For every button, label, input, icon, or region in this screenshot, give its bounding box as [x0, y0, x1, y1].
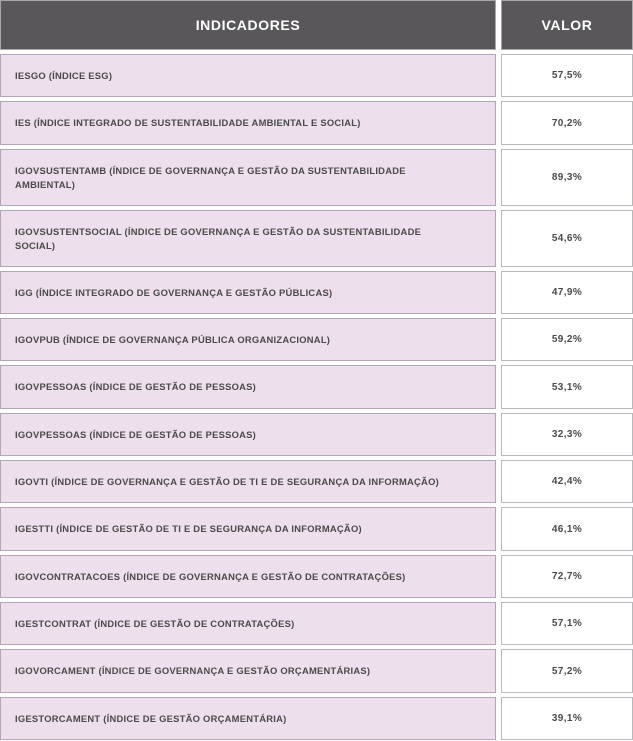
indicator-value: 89,3%	[501, 149, 633, 206]
table-row	[0, 318, 633, 361]
table-row	[0, 697, 633, 740]
indicator-value: 57,5%	[501, 54, 633, 97]
indicator-name: IGOVPESSOAS (ÍNDICE DE GESTÃO DE PESSOAS)	[0, 365, 496, 409]
indicator-value: 57,1%	[501, 602, 633, 645]
indicator-value: 39,1%	[501, 697, 633, 740]
table-row	[0, 101, 633, 145]
table-row	[0, 149, 633, 206]
indicator-value: 54,6%	[501, 210, 633, 267]
indicator-name: IGESTTI (ÍNDICE DE GESTÃO DE TI E DE SEGURANÇA DA INFORMAÇÃO)	[0, 507, 496, 551]
table-row	[0, 507, 633, 551]
indicator-value: 70,2%	[501, 101, 633, 145]
indicator-name: IGG (ÍNDICE INTEGRADO DE GOVERNANÇA E GESTÃO PÚBLICAS)	[0, 271, 496, 314]
indicator-value: 42,4%	[501, 460, 633, 503]
table-row	[0, 210, 633, 267]
indicator-name: IGOVSUSTENTAMB (ÍNDICE DE GOVERNANÇA E GESTÃO DA SUSTENTABILIDADE AMBIENTAL)	[0, 149, 496, 206]
table-row	[0, 555, 633, 598]
table-row	[0, 602, 633, 645]
indicator-name: IGOVSUSTENTSOCIAL (ÍNDICE DE GOVERNANÇA E GESTÃO DA SUSTENTABILIDADE SOCIAL)	[0, 210, 496, 267]
indicator-name: IGESTCONTRAT (ÍNDICE DE GESTÃO DE CONTRATAÇÕES)	[0, 602, 496, 645]
indicator-value: 47,9%	[501, 271, 633, 314]
indicator-name: IGOVCONTRATACOES (ÍNDICE DE GOVERNANÇA E GESTÃO DE CONTRATAÇÕES)	[0, 555, 496, 598]
table-row	[0, 365, 633, 409]
indicator-name: IES (ÍNDICE INTEGRADO DE SUSTENTABILIDADE AMBIENTAL E SOCIAL)	[0, 101, 496, 145]
indicator-value: 32,3%	[501, 413, 633, 456]
indicator-value: 46,1%	[501, 507, 633, 551]
table-row	[0, 649, 633, 693]
table-row	[0, 460, 633, 503]
indicator-name: IESGO (ÍNDICE ESG)	[0, 54, 496, 97]
indicator-name: IGESTORCAMENT (ÍNDICE DE GESTÃO ORÇAMENTÁRIA)	[0, 697, 496, 740]
header-value: VALOR	[501, 0, 633, 50]
header-indicators: INDICADORES	[0, 0, 496, 50]
indicator-name: IGOVORCAMENT (ÍNDICE DE GOVERNANÇA E GESTÃO ORÇAMENTÁRIAS)	[0, 649, 496, 693]
indicator-value: 53,1%	[501, 365, 633, 409]
indicator-value: 72,7%	[501, 555, 633, 598]
indicator-value: 59,2%	[501, 318, 633, 361]
table-header	[0, 0, 633, 50]
indicator-name: IGOVPUB (ÍNDICE DE GOVERNANÇA PÚBLICA ORGANIZACIONAL)	[0, 318, 496, 361]
indicator-name: IGOVPESSOAS (ÍNDICE DE GESTÃO DE PESSOAS)	[0, 413, 496, 456]
table-row	[0, 413, 633, 456]
indicator-value: 57,2%	[501, 649, 633, 693]
table-row	[0, 54, 633, 97]
table-row	[0, 271, 633, 314]
indicator-name: IGOVTI (ÍNDICE DE GOVERNANÇA E GESTÃO DE TI E DE SEGURANÇA DA INFORMAÇÃO)	[0, 460, 496, 503]
